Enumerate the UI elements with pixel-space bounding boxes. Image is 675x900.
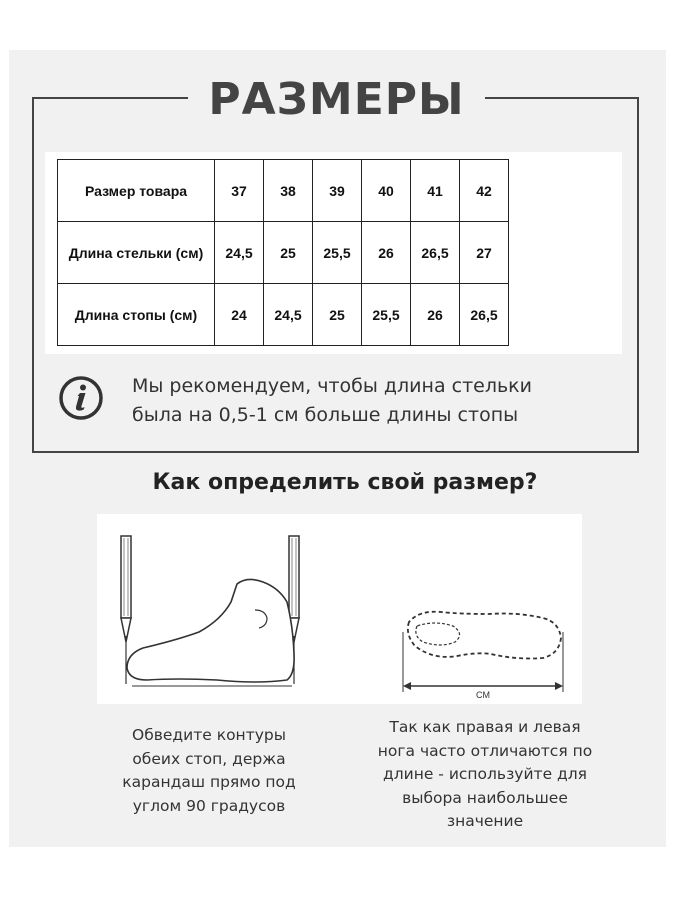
caption-line: Обведите контуры (132, 726, 286, 744)
table-cell: 26,5 (460, 284, 509, 346)
note-line: была на 0,5-1 см больше длины стопы (132, 404, 519, 426)
page-title: РАЗМЕРЫ (208, 74, 465, 125)
caption-line: нога часто отличаются по (377, 741, 593, 760)
size-table (57, 159, 509, 346)
cm-label: СМ (476, 690, 490, 700)
row-label: Длина стопы (см) (58, 284, 215, 346)
table-cell: 26 (411, 284, 460, 346)
caption-line: карандаш прямо под (122, 773, 296, 791)
measurement-illustration (97, 514, 582, 704)
table-cell: 24 (215, 284, 264, 346)
row-label: Размер товара (58, 160, 215, 222)
table-cell: 38 (264, 160, 313, 222)
table-cell: 39 (313, 160, 362, 222)
foot-outline-icon (403, 612, 563, 700)
table-cell: 24,5 (264, 284, 313, 346)
foot-drawing (97, 514, 582, 704)
table-row (58, 222, 509, 284)
table-cell: 26 (362, 222, 411, 284)
table-cell: 41 (411, 160, 460, 222)
table-cell: 24,5 (215, 222, 264, 284)
table-cell: 40 (362, 160, 411, 222)
table-cell: 27 (460, 222, 509, 284)
row-label: Длина стельки (см) (58, 222, 215, 284)
caption-line: значение (446, 812, 524, 830)
info-icon (58, 375, 104, 421)
frame-line-left (32, 97, 188, 99)
recommendation-note (132, 372, 612, 430)
note-line: Мы рекомендуем, чтобы длина стельки (132, 375, 532, 397)
how-to-title: Как определить свой размер? (152, 470, 538, 495)
table-cell: 25,5 (362, 284, 411, 346)
caption-line: выбора наибольшее (402, 788, 568, 807)
pencil-icon (121, 536, 131, 642)
table-row (58, 160, 509, 222)
size-table-container (45, 152, 622, 354)
caption-trace-feet (90, 724, 328, 818)
frame-line-right (485, 97, 639, 99)
table-row (58, 284, 509, 346)
table-cell: 42 (460, 160, 509, 222)
caption-choose-largest (350, 716, 620, 834)
table-cell: 37 (215, 160, 264, 222)
caption-line: углом 90 градусов (132, 796, 286, 815)
caption-line: обеих стоп, держа (132, 749, 286, 768)
table-cell: 25 (313, 284, 362, 346)
caption-line: длине - используйте для (383, 765, 587, 783)
table-cell: 25,5 (313, 222, 362, 284)
table-cell: 25 (264, 222, 313, 284)
foot-side-icon (127, 579, 294, 682)
caption-line: Так как правая и левая (389, 718, 581, 736)
table-cell: 26,5 (411, 222, 460, 284)
